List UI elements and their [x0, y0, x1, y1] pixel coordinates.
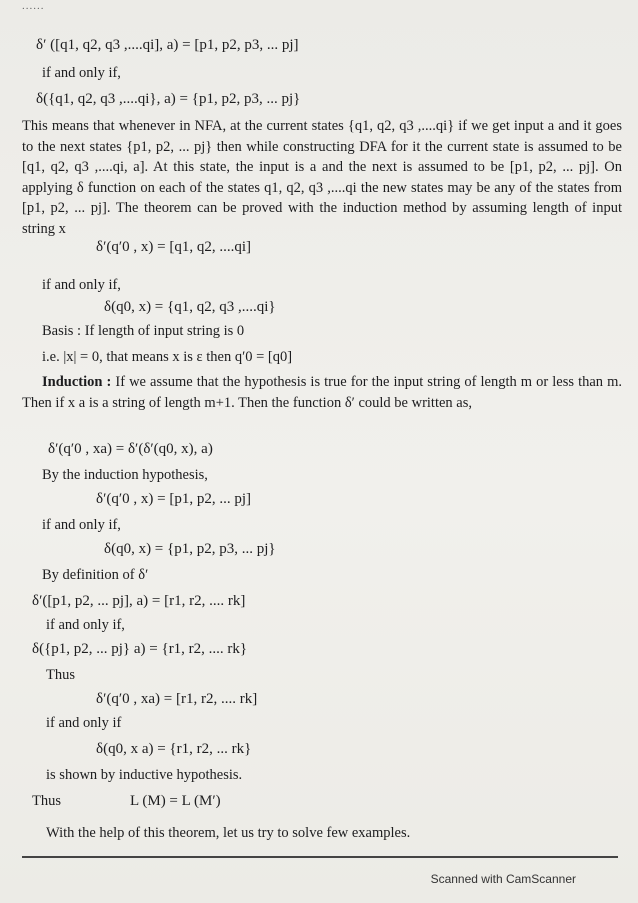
text-line: By the induction hypothesis,: [42, 467, 208, 483]
text-line: if and only if,: [42, 65, 121, 81]
paragraph: This means that whenever in NFA, at the current states {q1, q2, q3 ,....qi} if we get input a and it goes to the next states {p1, p2, ... pj} then while constructing DFA for it the current state is assumed to be [q1, q2, q3 ,....qi, a]. At this state, the input is a and the next is assumed to be [p1, p2, ... pj]. On applying δ function on each of the states q1, q2, q3 ,....qi the new states may be any of the states from [p1, p2, ... pj]. The theorem can be proved with the induction method by assuming length of input string x: [22, 118, 622, 237]
text-line: if and only if,: [42, 517, 121, 533]
equation-line: δ′(q′0 , x) = [p1, p2, ... pj]: [96, 491, 251, 507]
text-line: By definition of δ′: [42, 567, 149, 583]
footer-divider: [22, 856, 618, 858]
induction-label: Induction :: [42, 374, 112, 390]
equation-line: δ′(q′0 , xa) = δ′(δ′(q0, x), a): [48, 441, 213, 457]
text-line: if and only if,: [42, 277, 121, 293]
equation-line: δ(q0, x) = {p1, p2, p3, ... pj}: [104, 541, 276, 557]
text-line: Thus: [46, 667, 75, 683]
camscanner-watermark: Scanned with CamScanner: [430, 872, 576, 886]
equation-line: δ(q0, x) = {q1, q2, q3 ,....qi}: [104, 299, 276, 315]
text-line: if and only if: [46, 715, 122, 731]
paragraph-text: If we assume that the hypothesis is true for the input string of length m or less than m. Then if x a is a string of length m+1. Then the function δ′ could be written as,: [22, 374, 622, 411]
text-line: if and only if,: [46, 617, 125, 633]
paragraph: [22, 372, 622, 413]
text-line: Basis : If length of input string is 0: [42, 323, 245, 339]
text-line: i.e. |x| = 0, that means x is ε then q′0 = [q0]: [42, 349, 293, 365]
equation-line: δ(q0, x a) = {r1, r2, ... rk}: [96, 741, 252, 757]
equation-line: δ′(q′0 , xa) = [r1, r2, .... rk]: [96, 691, 258, 707]
cut-off-header: ......: [22, 0, 45, 12]
equation-line: δ({p1, p2, ... pj} a) = {r1, r2, .... rk}: [32, 641, 248, 657]
text-line: is shown by inductive hypothesis.: [46, 767, 243, 783]
equation-line: δ′([p1, p2, ... pj], a) = [r1, r2, .... rk]: [32, 593, 246, 609]
equation-line: δ′ ([q1, q2, q3 ,....qi], a) = [p1, p2, p3, ... pj]: [36, 37, 299, 53]
text-line: With the help of this theorem, let us try to solve few examples.: [46, 825, 411, 841]
text-line: Thus: [32, 793, 61, 809]
equation-line: L (M) = L (M′): [130, 793, 221, 809]
equation-line: δ′(q′0 , x) = [q1, q2, ....qi]: [96, 239, 251, 255]
equation-line: δ({q1, q2, q3 ,....qi}, a) = {p1, p2, p3, ... pj}: [36, 91, 301, 107]
